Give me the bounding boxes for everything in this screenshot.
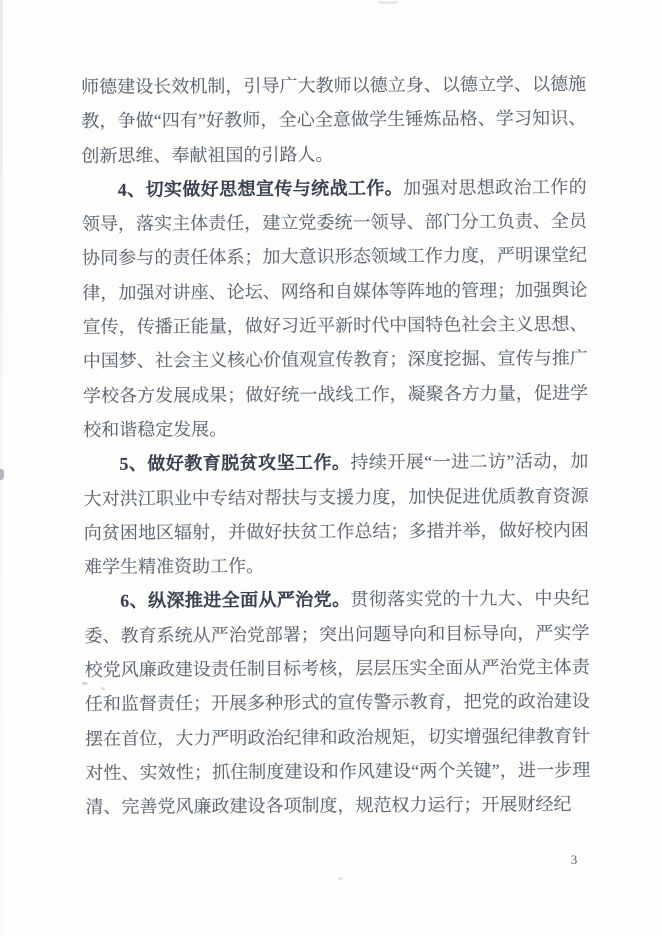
paragraph-item-6 xyxy=(84,581,590,824)
paragraph-text: 贯彻落实党的十九大、中央纪委、教育系统从严治党部署；突出问题导向和目标导向，严实学校党风廉政建设责任制目标考核，层层压实全面从严治党主体责任和监督责任；开展多种形式的宣传警示教育，把党的政治建设摆在首位，大力严明政治纪律和政治规矩，切实增强纪律教育针对性、实效性；抓住制度建设和作风建设“两个关键”，进一步理清、完善党风廉政建设各项制度，规范权力运行；开展财经纪 xyxy=(84,588,591,818)
paragraph-heading: 6、纵深推进全面从严治党。 xyxy=(120,589,351,612)
paragraph-item-4 xyxy=(82,170,589,447)
paragraph-heading: 5、做好教育脱贫攻坚工作。 xyxy=(119,452,351,475)
scan-edge-shadow xyxy=(0,0,3,936)
paragraph-text: 师德建设长效机制，引导广大教师以德立身、以德立学、以德施教，争做“四有”好教师，全心全意做学生锤炼品格、学习知识、创新思维、奉献祖国的引路人。 xyxy=(81,73,587,166)
scan-speck xyxy=(338,877,343,880)
scan-speck xyxy=(378,1,398,4)
paragraph-text: 持续开展“一进二访”活动，加大对洪江职业中专结对帮扶与支援力度，加快促进优质教育资源向贫困地区辐射，并做好扶贫工作总结；多措并举，做好校内困难学生精准资助工作。 xyxy=(83,451,589,578)
paragraph-text: 加强对思想政治工作的领导，落实主体责任，建立党委统一领导、部门分工负责、全员协同参与的责任体系；加大意识形态领域工作力度，严明课堂纪律，加强对讲座、论坛、网络和自媒体等阵地的管理；加强舆论宣传，传播正能量，做好习近平新时代中国特色社会主义思想、中国梦、社会主义核心价值观宣传教育；深度挖掘、宣传与推广学校各方发展成果；做好统一战线工作，凝聚各方力量，促进学校和谐稳定发展。 xyxy=(81,176,589,440)
paragraph-continuation xyxy=(81,67,587,173)
paragraph-heading: 4、切实做好思想宣传与统战工作。 xyxy=(117,177,404,200)
scan-artifact xyxy=(0,469,4,480)
page-number: 3 xyxy=(570,852,578,867)
document-text-block xyxy=(81,67,591,825)
paragraph-item-5 xyxy=(83,444,589,584)
